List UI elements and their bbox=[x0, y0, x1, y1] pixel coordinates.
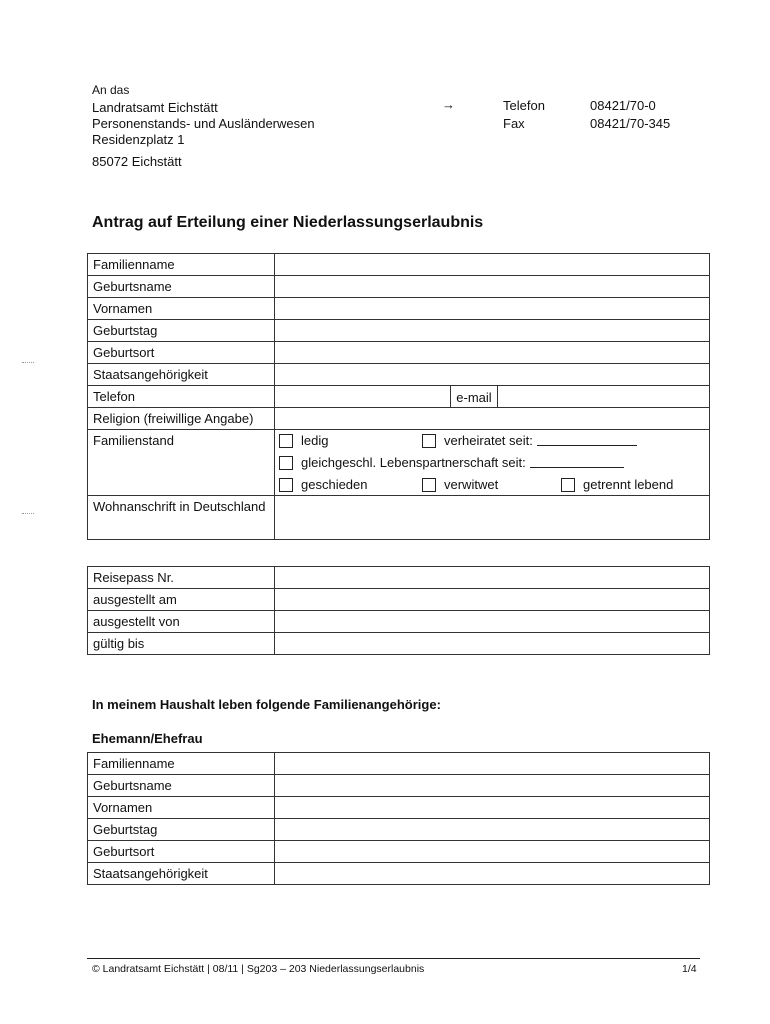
input-staatsangehoerigkeit[interactable] bbox=[275, 364, 710, 386]
address-line1: Landratsamt Eichstätt bbox=[92, 100, 218, 115]
label-email: e-mail bbox=[450, 386, 498, 408]
table-row bbox=[88, 496, 710, 540]
form-title: Antrag auf Erteilung einer Niederlassungserlaubnis bbox=[92, 214, 484, 231]
table-row bbox=[88, 430, 710, 496]
table-row bbox=[88, 254, 710, 276]
address-prefix: An das bbox=[92, 83, 130, 97]
input-spouse-geburtsort[interactable] bbox=[275, 841, 710, 863]
option-getrennt-label: getrennt lebend bbox=[583, 477, 674, 492]
label-religion: Religion (freiwillige Angabe) bbox=[88, 408, 275, 430]
margin-mark bbox=[22, 513, 34, 514]
footer-divider bbox=[87, 958, 700, 959]
margin-mark bbox=[22, 362, 34, 363]
label-spouse-familienname: Familienname bbox=[88, 753, 275, 775]
label-gueltig-bis: gültig bis bbox=[88, 633, 275, 655]
table-row bbox=[88, 775, 710, 797]
option-getrennt[interactable] bbox=[561, 477, 673, 492]
passport-table bbox=[87, 566, 710, 655]
label-spouse-geburtstag: Geburtstag bbox=[88, 819, 275, 841]
address-line3: Residenzplatz 1 bbox=[92, 132, 185, 147]
label-geburtsort: Geburtsort bbox=[88, 342, 275, 364]
option-verwitwet-label: verwitwet bbox=[444, 477, 499, 492]
label-spouse-geburtsort: Geburtsort bbox=[88, 841, 275, 863]
date-line[interactable] bbox=[530, 457, 624, 468]
label-ausgestellt-am: ausgestellt am bbox=[88, 589, 275, 611]
label-geburtstag: Geburtstag bbox=[88, 320, 275, 342]
label-familienname: Familienname bbox=[88, 254, 275, 276]
input-ausgestellt-von[interactable] bbox=[275, 611, 710, 633]
option-ledig[interactable] bbox=[279, 433, 328, 448]
label-wohnanschrift: Wohnanschrift in Deutschland bbox=[88, 496, 275, 540]
date-line[interactable] bbox=[537, 435, 637, 446]
table-row bbox=[88, 863, 710, 885]
option-ledig-label: ledig bbox=[301, 433, 329, 448]
input-spouse-staatsangehoerigkeit[interactable] bbox=[275, 863, 710, 885]
input-vornamen[interactable] bbox=[275, 298, 710, 320]
recipient-address bbox=[92, 82, 315, 148]
label-spouse-geburtsname: Geburtsname bbox=[88, 775, 275, 797]
label-familienstand: Familienstand bbox=[88, 430, 275, 496]
phone-label: Telefon bbox=[503, 98, 545, 113]
fax-label: Fax bbox=[503, 116, 525, 131]
option-verheiratet[interactable] bbox=[422, 433, 637, 448]
table-row bbox=[88, 386, 710, 408]
table-row bbox=[88, 342, 710, 364]
table-row bbox=[88, 320, 710, 342]
option-verwitwet[interactable] bbox=[422, 477, 498, 492]
spouse-table bbox=[87, 752, 710, 885]
option-verheiratet-label: verheiratet seit: bbox=[444, 433, 533, 448]
checkbox-icon[interactable] bbox=[422, 434, 436, 448]
spouse-heading: Ehemann/Ehefrau bbox=[92, 731, 203, 746]
table-row bbox=[88, 589, 710, 611]
table-row bbox=[88, 364, 710, 386]
label-staatsangehoerigkeit: Staatsangehörigkeit bbox=[88, 364, 275, 386]
option-geschieden-label: geschieden bbox=[301, 477, 368, 492]
phone-value: 08421/70-0 bbox=[590, 98, 656, 113]
option-lebenspartnerschaft[interactable] bbox=[279, 455, 624, 470]
table-row bbox=[88, 298, 710, 320]
input-spouse-vornamen[interactable] bbox=[275, 797, 710, 819]
input-spouse-familienname[interactable] bbox=[275, 753, 710, 775]
footer-text: © Landratsamt Eichstätt | 08/11 | Sg203 – 203 Niederlassungserlaubnis bbox=[92, 963, 425, 975]
input-geburtsort[interactable] bbox=[275, 342, 710, 364]
input-spouse-geburtsname[interactable] bbox=[275, 775, 710, 797]
input-telefon[interactable] bbox=[275, 386, 710, 408]
address-line2: Personenstands- und Ausländerwesen bbox=[92, 116, 315, 131]
input-familienname[interactable] bbox=[275, 254, 710, 276]
table-row bbox=[88, 753, 710, 775]
table-row bbox=[88, 276, 710, 298]
label-vornamen: Vornamen bbox=[88, 298, 275, 320]
input-wohnanschrift[interactable] bbox=[275, 496, 710, 540]
label-telefon: Telefon bbox=[88, 386, 275, 408]
label-spouse-vornamen: Vornamen bbox=[88, 797, 275, 819]
input-religion[interactable] bbox=[275, 408, 710, 430]
contact-labels bbox=[503, 97, 545, 133]
option-geschieden[interactable] bbox=[279, 477, 368, 492]
checkbox-icon[interactable] bbox=[279, 434, 293, 448]
label-reisepass-nr: Reisepass Nr. bbox=[88, 567, 275, 589]
address-zip-city: 85072 Eichstätt bbox=[92, 154, 182, 169]
checkbox-icon[interactable] bbox=[279, 456, 293, 470]
page-number: 1/4 bbox=[682, 963, 697, 975]
personal-data-table bbox=[87, 253, 710, 540]
table-row bbox=[88, 408, 710, 430]
label-spouse-staatsangehoerigkeit: Staatsangehörigkeit bbox=[88, 863, 275, 885]
fax-value: 08421/70-345 bbox=[590, 116, 671, 131]
input-gueltig-bis[interactable] bbox=[275, 633, 710, 655]
input-geburtstag[interactable] bbox=[275, 320, 710, 342]
contact-values bbox=[590, 97, 670, 133]
option-lebenspartnerschaft-label: gleichgeschl. Lebenspartnerschaft seit: bbox=[301, 455, 526, 470]
checkbox-icon[interactable] bbox=[422, 478, 436, 492]
marital-status-options bbox=[275, 430, 710, 496]
label-ausgestellt-von: ausgestellt von bbox=[88, 611, 275, 633]
arrow-right-icon: → bbox=[442, 97, 455, 112]
table-row bbox=[88, 819, 710, 841]
label-geburtsname: Geburtsname bbox=[88, 276, 275, 298]
input-spouse-geburtstag[interactable] bbox=[275, 819, 710, 841]
checkbox-icon[interactable] bbox=[561, 478, 575, 492]
input-reisepass-nr[interactable] bbox=[275, 567, 710, 589]
table-row bbox=[88, 633, 710, 655]
checkbox-icon[interactable] bbox=[279, 478, 293, 492]
table-row bbox=[88, 611, 710, 633]
input-geburtsname[interactable] bbox=[275, 276, 710, 298]
input-ausgestellt-am[interactable] bbox=[275, 589, 710, 611]
household-heading: In meinem Haushalt leben folgende Familienangehörige: bbox=[92, 697, 441, 712]
table-row bbox=[88, 567, 710, 589]
table-row bbox=[88, 797, 710, 819]
table-row bbox=[88, 841, 710, 863]
